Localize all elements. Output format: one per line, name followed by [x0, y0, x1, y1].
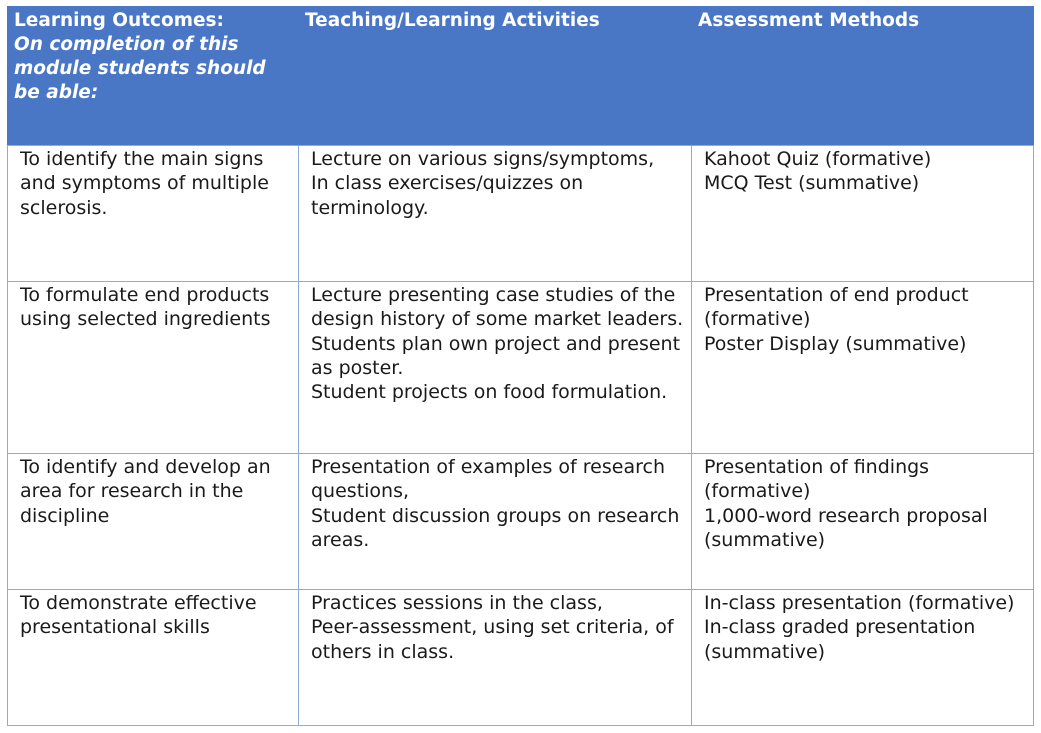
table-header-row [8, 7, 1034, 146]
outcome-cell: To formulate end products using selected ingredients [8, 282, 299, 454]
table-row [8, 282, 1034, 454]
assessment-cell: Presentation of findings (formative) 1,000-word research proposal (summative) [692, 454, 1034, 590]
header-learning-outcomes-title: Learning Outcomes: [14, 10, 224, 31]
table-row [8, 146, 1034, 282]
learning-outcomes-table [7, 6, 1034, 726]
activities-cell: Practices sessions in the class, Peer-assessment, using set criteria, of others in class. [299, 590, 692, 726]
outcome-cell: To identify the main signs and symptoms of multiple sclerosis. [8, 146, 299, 282]
activities-cell: Lecture on various signs/symptoms, In class exercises/quizzes on terminology. [299, 146, 692, 282]
header-assessment-methods: Assessment Methods [692, 7, 1034, 146]
assessment-cell: Kahoot Quiz (formative) MCQ Test (summative) [692, 146, 1034, 282]
outcome-cell: To demonstrate effective presentational skills [8, 590, 299, 726]
header-learning-outcomes [8, 7, 299, 146]
header-learning-outcomes-subtitle: On completion of this module students should be able: [14, 34, 266, 103]
assessment-cell: Presentation of end product (formative) Poster Display (summative) [692, 282, 1034, 454]
assessment-cell: In-class presentation (formative) In-class graded presentation (summative) [692, 590, 1034, 726]
header-teaching-activities: Teaching/Learning Activities [299, 7, 692, 146]
table-row [8, 590, 1034, 726]
activities-cell: Lecture presenting case studies of the design history of some market leaders. Students plan own project and present as poster. Student projects on food formulation. [299, 282, 692, 454]
outcome-cell: To identify and develop an area for research in the discipline [8, 454, 299, 590]
table-row [8, 454, 1034, 590]
activities-cell: Presentation of examples of research questions, Student discussion groups on research areas. [299, 454, 692, 590]
